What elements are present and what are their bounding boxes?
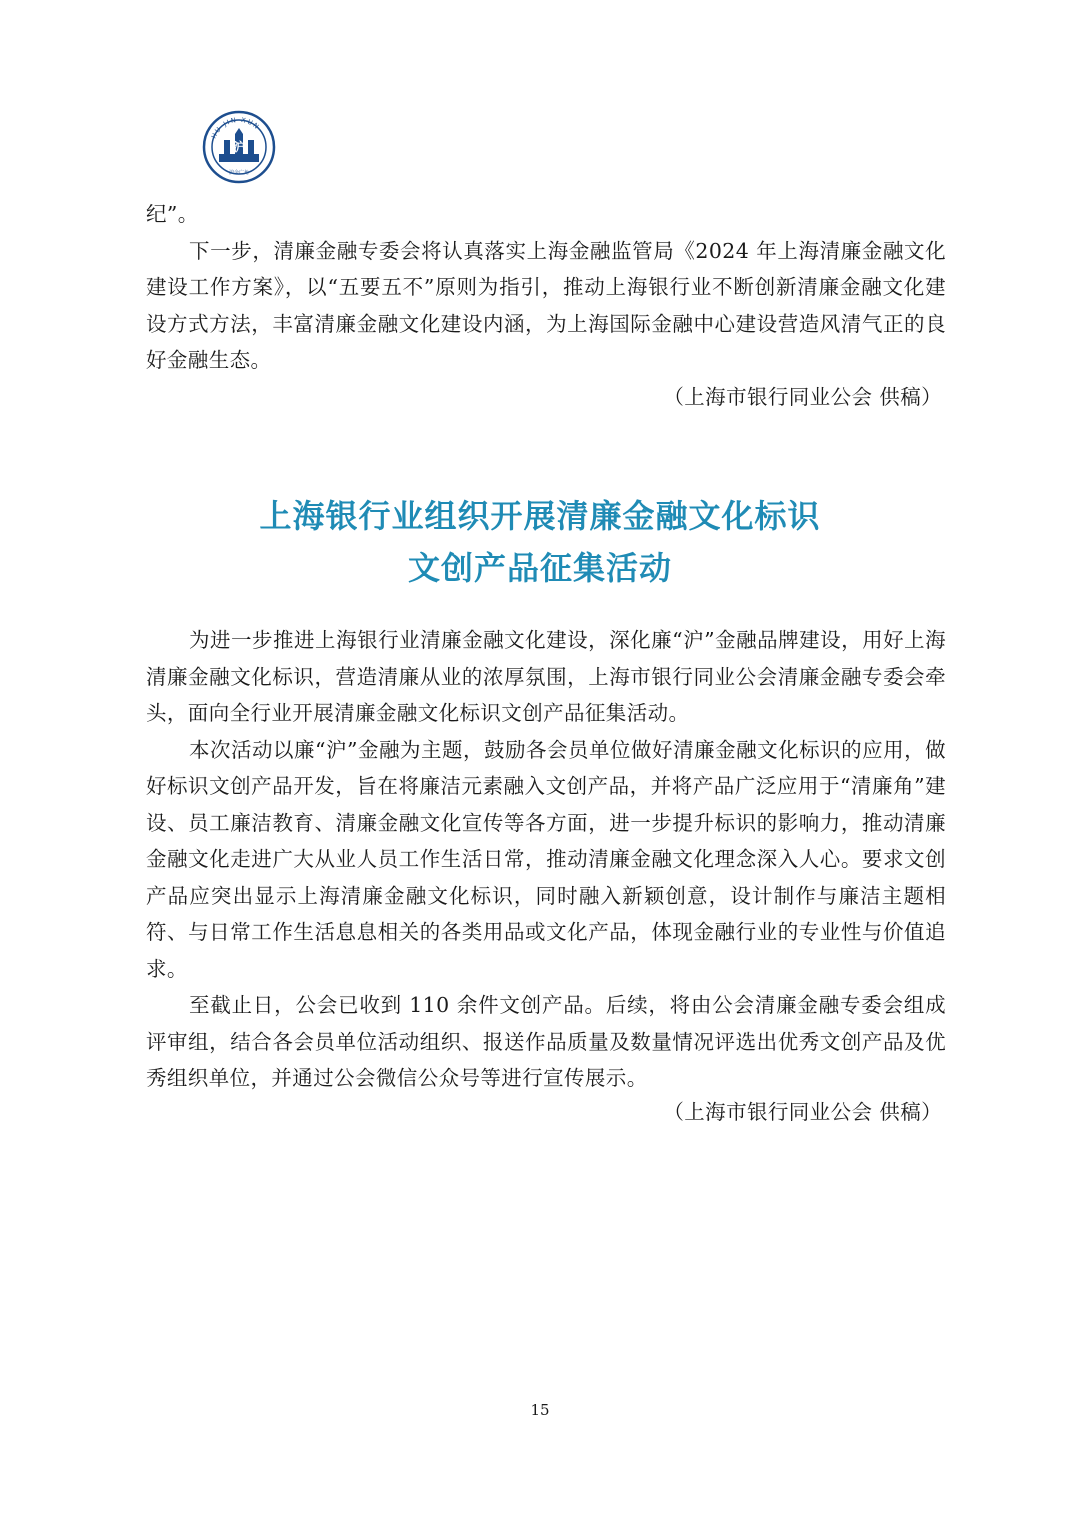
article-paragraph-2: 本次活动以廉“沪”金融为主题，鼓励各会员单位做好清廉金融文化标识的应用，做好标识文创产品开发，旨在将廉洁元素融入文创产品，并将产品广泛应用于“清廉角”建设、员工廉洁教育、清廉金融文化宣传等各方面，进一步提升标识的影响力，推动清廉金融文化走进广大从业人员工作生活日常，推动清廉金融文化理念深入人心。要求文创产品应突出显示上海清廉金融文化标识，同时融入新颖创意，设计制作与廉洁主题相符、与日常工作生活息息相关的各类用品或文化产品，体现金融行业的专业性与价值追求。 [146,737,946,981]
logo-emblem-icon [202,110,276,184]
top-paragraph-next-step: 下一步，清廉金融专委会将认真落实上海金融监管局《2024 年上海清廉金融文化建设工作方案》，以“五要五不”原则为指引，推动上海银行业不断创新清廉金融文化建设方式方法，丰富清廉金融文化建设内涵，为上海国际金融中心建设营造风清气正的良好金融生态。 [146,238,946,372]
article-body [146,622,946,1097]
svg-text:沪: 沪 [232,140,246,154]
page-number: 15 [530,1401,550,1419]
svg-text:沪金广角: 沪金广角 [228,170,250,176]
top-section-text [146,196,946,379]
article-title [0,490,1080,594]
logo [202,110,276,184]
article-title-line-1: 上海银行业组织开展清廉金融文化标识 [259,497,821,535]
article-paragraph-1: 为进一步推进上海银行业清廉金融文化建设，深化廉“沪”金融品牌建设，用好上海清廉金融文化标识，营造清廉从业的浓厚氛围，上海市银行同业公会清廉金融专委会牵头，面向全行业开展清廉金融文化标识文创产品征集活动。 [146,628,946,725]
svg-text:HU JIN XUN: HU JIN XUN [209,115,262,140]
article-paragraph-3: 至截止日，公会已收到 110 余件文创产品。后续，将由公会清廉金融专委会组成评审组，结合各会员单位活动组织、报送作品质量及数量情况评选出优秀文创产品及优秀组织单位，并通过公会微信公众号等进行宣传展示。 [146,993,946,1090]
top-paragraph-continuation: 纪”。 [146,202,199,226]
article-title-line-2: 文创产品征集活动 [407,549,672,587]
article-credit: （上海市银行同业公会 供稿） [663,1100,942,1124]
top-section-credit: （上海市银行同业公会 供稿） [663,385,942,409]
